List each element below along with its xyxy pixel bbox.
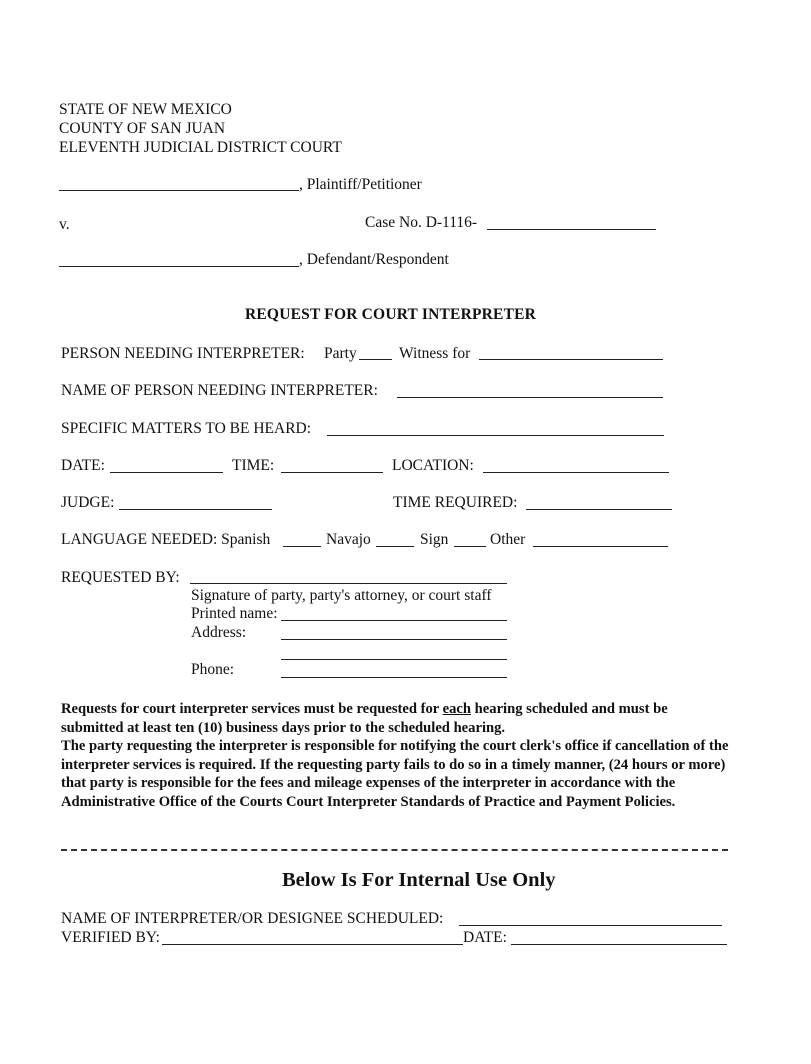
navajo-line[interactable] [376, 546, 414, 547]
court-name: ELEVENTH JUDICIAL DISTRICT COURT [59, 139, 342, 156]
plaintiff-line[interactable] [59, 190, 299, 191]
party-line[interactable] [359, 359, 392, 360]
signature-line[interactable] [190, 583, 507, 584]
phone-label: Phone: [191, 661, 235, 678]
address-line-2[interactable] [281, 659, 507, 660]
notice-p2: The party requesting the interpreter is responsible for notifying the court clerk's office if cancellation of the interpreter services is required. If the requesting party fails to do so in a timely manner, (24 hours or more) that party is responsible for the fees and mileage expenses of the interpreter in accordance with the Administrative Office of the Courts Court Interpreter Standards of Practice and Payment Policies. [61, 738, 729, 810]
case-number-label: Case No. D-1116- [365, 214, 478, 231]
location-label: LOCATION: [392, 457, 474, 474]
name-of-person-line[interactable] [397, 397, 663, 398]
address-label: Address: [191, 624, 247, 641]
witness-for-line[interactable] [479, 359, 663, 360]
interpreter-notice [61, 700, 731, 812]
internal-date-label: DATE: [463, 929, 507, 946]
requested-by-label: REQUESTED BY: [61, 569, 180, 586]
notice-p1-emphasis: each [442, 701, 472, 717]
date-label: DATE: [61, 457, 105, 474]
location-line[interactable] [483, 472, 669, 473]
party-label: Party [324, 345, 357, 362]
court-state: STATE OF NEW MEXICO [59, 101, 232, 118]
time-required-label: TIME REQUIRED: [393, 494, 518, 511]
case-number-line[interactable] [487, 229, 656, 230]
internal-date-line[interactable] [511, 944, 727, 945]
dashed-divider [61, 849, 728, 851]
notice-p1-end: hearing scheduled and must be submitted at least ten (10) business days prior to the scheduled hearing. [61, 701, 668, 736]
other-label: Other [490, 531, 526, 548]
interpreter-scheduled-label: NAME OF INTERPRETER/OR DESIGNEE SCHEDULED: [61, 910, 444, 927]
verified-by-label: VERIFIED BY: [61, 929, 160, 946]
judge-label: JUDGE: [61, 494, 115, 511]
sign-label: Sign [420, 531, 449, 548]
notice-p1-start: Requests for court interpreter services must be requested for [61, 701, 443, 717]
form-title: REQUEST FOR COURT INTERPRETER [245, 306, 537, 323]
address-line-1[interactable] [281, 639, 507, 640]
language-needed-label: LANGUAGE NEEDED: Spanish [61, 531, 271, 548]
signature-caption: Signature of party, party's attorney, or court staff [191, 587, 492, 604]
versus-label: v. [59, 216, 70, 233]
date-line[interactable] [110, 472, 223, 473]
verified-by-line[interactable] [162, 944, 463, 945]
defendant-label: , Defendant/Respondent [299, 251, 449, 268]
time-line[interactable] [281, 472, 383, 473]
name-of-person-label: NAME OF PERSON NEEDING INTERPRETER: [61, 382, 378, 399]
specific-matters-label: SPECIFIC MATTERS TO BE HEARD: [61, 420, 312, 437]
printed-name-label: Printed name: [191, 605, 278, 622]
judge-line[interactable] [119, 509, 272, 510]
other-line[interactable] [533, 546, 668, 547]
court-county: COUNTY OF SAN JUAN [59, 120, 226, 137]
navajo-label: Navajo [326, 531, 371, 548]
specific-matters-line[interactable] [327, 435, 664, 436]
phone-line[interactable] [281, 677, 507, 678]
plaintiff-label: , Plaintiff/Petitioner [299, 176, 422, 193]
sign-line[interactable] [454, 546, 486, 547]
defendant-line[interactable] [59, 266, 299, 267]
time-label: TIME: [232, 457, 275, 474]
interpreter-scheduled-line[interactable] [459, 925, 722, 926]
internal-use-heading: Below Is For Internal Use Only [282, 869, 556, 891]
spanish-line[interactable] [283, 546, 321, 547]
time-required-line[interactable] [526, 509, 672, 510]
witness-for-label: Witness for [399, 345, 471, 362]
printed-name-line[interactable] [281, 620, 507, 621]
person-needing-label: PERSON NEEDING INTERPRETER: [61, 345, 305, 362]
